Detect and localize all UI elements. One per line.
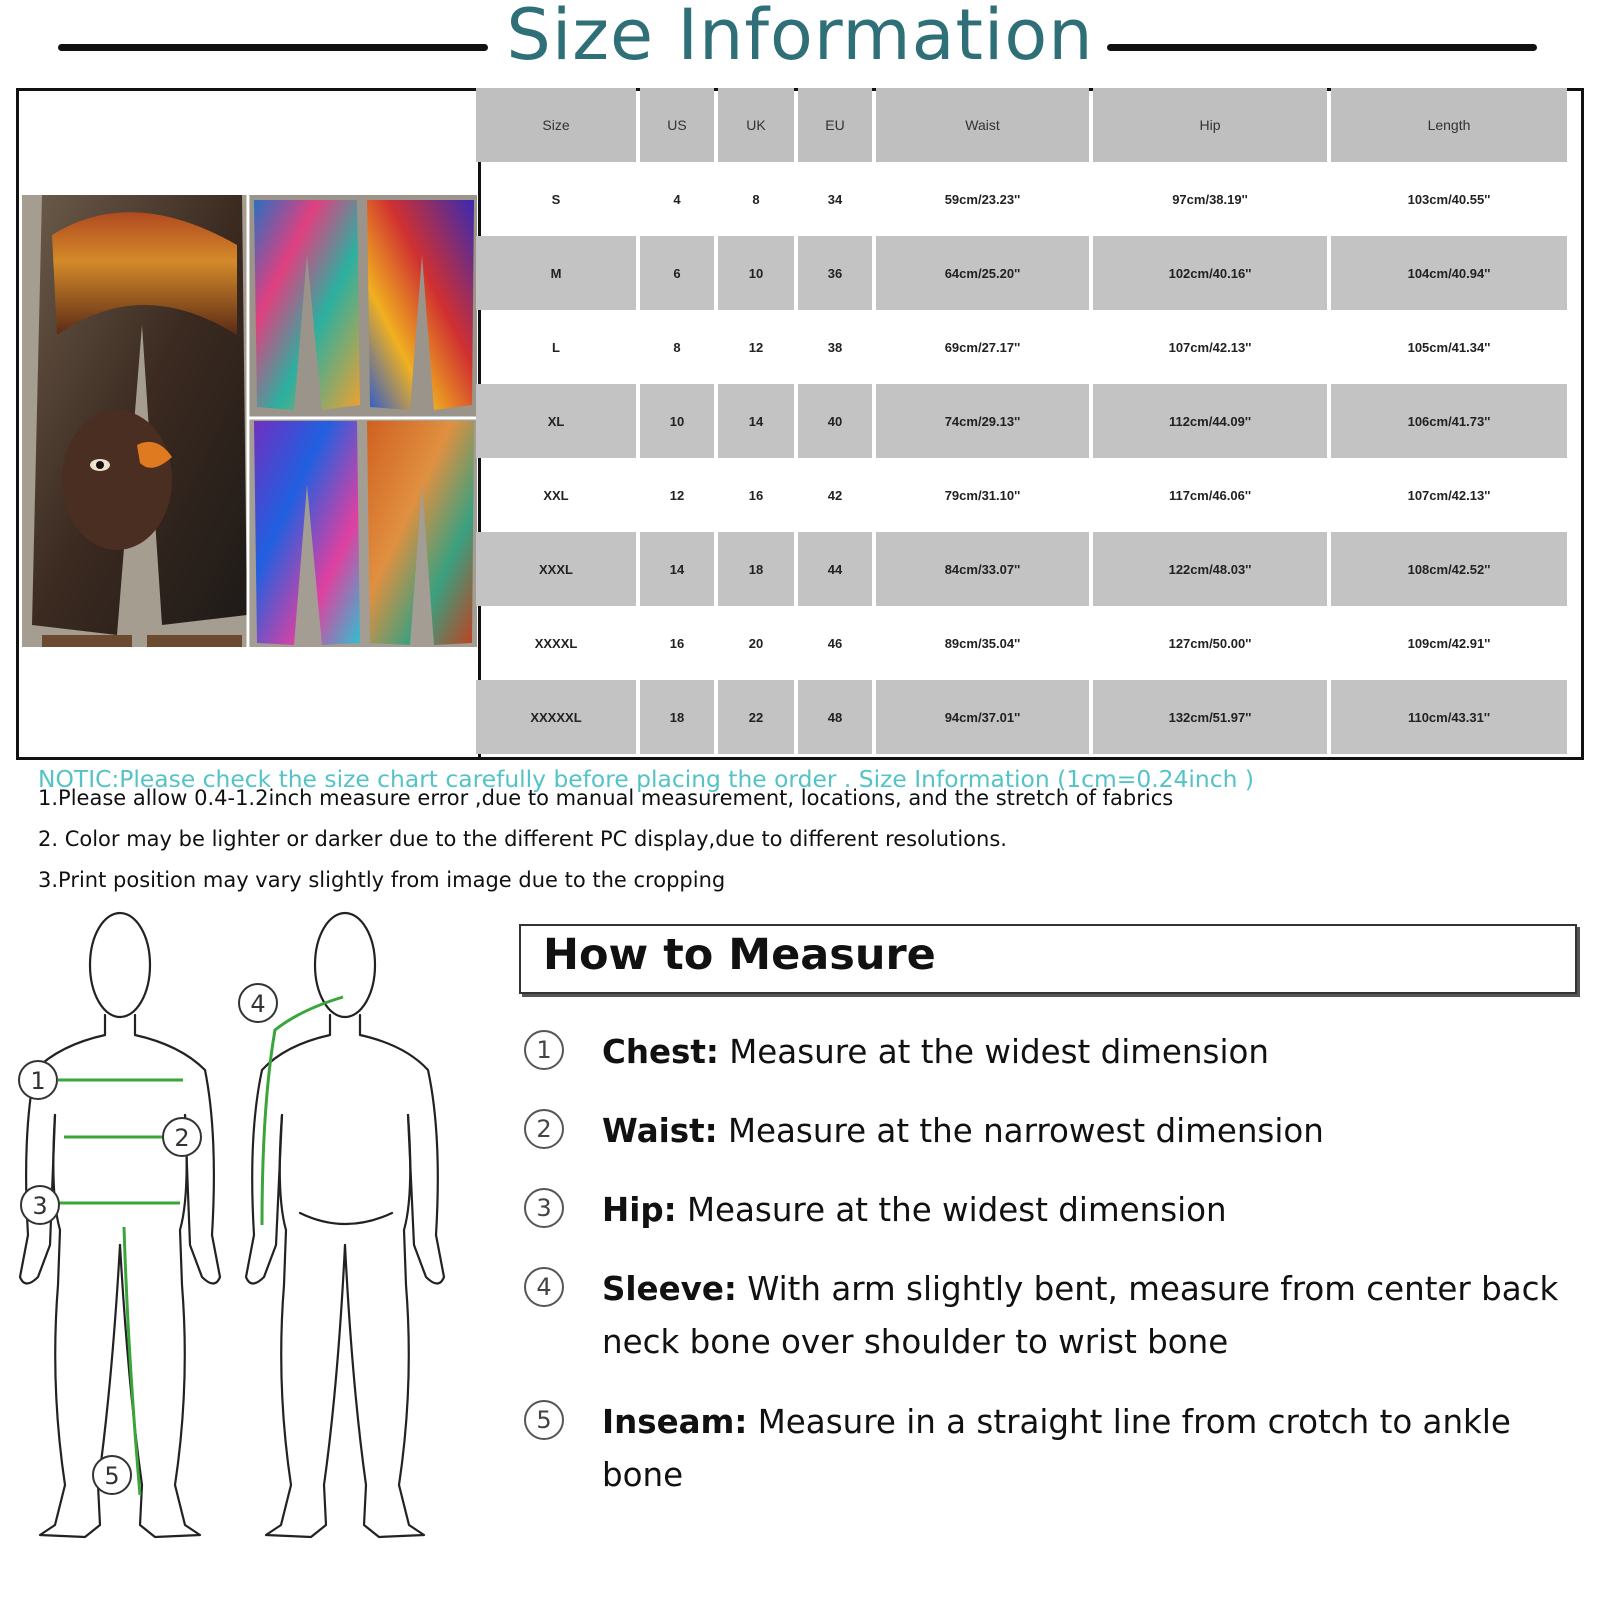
page-header xyxy=(0,0,1600,88)
cell-size: L xyxy=(552,339,560,355)
step-term: Hip: xyxy=(602,1191,677,1229)
step-number: 4 xyxy=(524,1267,564,1307)
step-term: Inseam: xyxy=(602,1403,748,1441)
table-row xyxy=(476,162,1584,236)
cell-waist: 74cm/29.13'' xyxy=(876,384,1089,458)
cell-us: 6 xyxy=(640,236,714,310)
cell-length: 104cm/40.94'' xyxy=(1331,236,1567,310)
step-text xyxy=(602,1105,1582,1158)
table-row xyxy=(476,236,1584,310)
cell-eu: 42 xyxy=(827,487,843,503)
figure-marker-1: 1 xyxy=(30,1067,46,1095)
cell-size: S xyxy=(551,191,561,207)
column-header-length: Length xyxy=(1331,88,1567,162)
step-description: Measure in a straight line from crotch to ankle bone xyxy=(602,1403,1511,1494)
cell-us: 18 xyxy=(640,680,714,754)
column-header-hip: Hip xyxy=(1093,88,1327,162)
product-photo xyxy=(22,195,477,647)
cell-us: 12 xyxy=(669,487,685,503)
cell-length: 107cm/42.13'' xyxy=(1407,487,1491,503)
note-line-3: 3.Print position may vary slightly from image due to the cropping xyxy=(38,868,726,892)
cell-eu: 38 xyxy=(827,339,843,355)
step-text xyxy=(602,1184,1582,1237)
cell-waist: 89cm/35.04'' xyxy=(944,635,1021,651)
cell-hip: 102cm/40.16'' xyxy=(1093,236,1327,310)
cell-length: 103cm/40.55'' xyxy=(1407,191,1491,207)
cell-hip: 117cm/46.06'' xyxy=(1168,487,1252,503)
cell-hip: 122cm/48.03'' xyxy=(1093,532,1327,606)
cell-waist: 64cm/25.20'' xyxy=(876,236,1089,310)
table-row xyxy=(476,310,1584,384)
step-description: With arm slightly bent, measure from center back neck bone over shoulder to wrist bone xyxy=(602,1270,1559,1361)
cell-size: XXXXXL xyxy=(476,680,636,754)
step-number: 5 xyxy=(524,1400,564,1440)
cell-uk: 8 xyxy=(752,191,760,207)
column-header-waist: Waist xyxy=(876,88,1089,162)
column-header-size: Size xyxy=(476,88,636,162)
cell-us: 16 xyxy=(669,635,685,651)
cell-uk: 22 xyxy=(718,680,794,754)
cell-uk: 12 xyxy=(748,339,764,355)
cell-uk: 10 xyxy=(718,236,794,310)
cell-eu: 36 xyxy=(798,236,872,310)
step-term: Waist: xyxy=(602,1112,718,1150)
table-row xyxy=(476,606,1584,680)
cell-size: XL xyxy=(476,384,636,458)
notice-text: NOTIC:Please check the size chart carefully before placing the order . Size Information (1cm=0.24inch ) xyxy=(38,765,1254,793)
cell-length: 110cm/43.31'' xyxy=(1331,680,1567,754)
cell-size: XXXXL xyxy=(534,635,578,651)
cell-waist: 79cm/31.10'' xyxy=(944,487,1021,503)
step-number: 2 xyxy=(524,1109,564,1149)
step-text xyxy=(602,1396,1582,1502)
cell-eu: 40 xyxy=(798,384,872,458)
cell-uk: 18 xyxy=(718,532,794,606)
step-text xyxy=(602,1026,1582,1079)
note-line-1: 1.Please allow 0.4-1.2inch measure error ,due to manual measurement, locations, and the stretch of fabrics xyxy=(38,786,1174,810)
cell-uk: 14 xyxy=(718,384,794,458)
step-text xyxy=(602,1263,1582,1369)
cell-eu: 46 xyxy=(827,635,843,651)
table-row xyxy=(476,680,1584,754)
cell-size: XXXL xyxy=(476,532,636,606)
figure-marker-3: 3 xyxy=(32,1192,48,1220)
cell-length: 108cm/42.52'' xyxy=(1331,532,1567,606)
cell-waist: 69cm/27.17'' xyxy=(944,339,1021,355)
column-header-eu: EU xyxy=(798,88,872,162)
cell-hip: 132cm/51.97'' xyxy=(1093,680,1327,754)
cell-waist: 59cm/23.23'' xyxy=(944,191,1021,207)
note-line-2: 2. Color may be lighter or darker due to the different PC display,due to different resolutions. xyxy=(38,827,1007,851)
page-title: Size Information xyxy=(506,0,1094,76)
cell-hip: 127cm/50.00'' xyxy=(1168,635,1252,651)
cell-us: 14 xyxy=(640,532,714,606)
size-table xyxy=(476,88,1584,760)
cell-eu: 34 xyxy=(827,191,843,207)
cell-hip: 107cm/42.13'' xyxy=(1168,339,1252,355)
figure-marker-4: 4 xyxy=(250,990,266,1018)
cell-size: M xyxy=(476,236,636,310)
step-description: Measure at the widest dimension xyxy=(676,1191,1227,1229)
cell-uk: 20 xyxy=(748,635,764,651)
front-body-figure xyxy=(20,913,220,1537)
cell-length: 105cm/41.34'' xyxy=(1407,339,1491,355)
table-header-row xyxy=(476,88,1584,162)
table-row xyxy=(476,458,1584,532)
table-row xyxy=(476,384,1584,458)
cell-waist: 94cm/37.01'' xyxy=(876,680,1089,754)
cell-size: XXL xyxy=(543,487,569,503)
cell-waist: 84cm/33.07'' xyxy=(876,532,1089,606)
cell-eu: 48 xyxy=(798,680,872,754)
figure-marker-2: 2 xyxy=(174,1124,190,1152)
cell-hip: 112cm/44.09'' xyxy=(1093,384,1327,458)
figure-marker-5: 5 xyxy=(104,1462,120,1490)
step-number: 1 xyxy=(524,1030,564,1070)
cell-hip: 97cm/38.19'' xyxy=(1172,191,1248,207)
column-header-us: US xyxy=(640,88,714,162)
cell-eu: 44 xyxy=(798,532,872,606)
how-to-measure-box xyxy=(519,924,1577,994)
step-term: Sleeve: xyxy=(602,1270,737,1308)
body-measurement-figures xyxy=(0,905,470,1600)
cell-length: 109cm/42.91'' xyxy=(1407,635,1491,651)
step-term: Chest: xyxy=(602,1033,719,1071)
cell-us: 10 xyxy=(640,384,714,458)
column-header-uk: UK xyxy=(718,88,794,162)
table-row xyxy=(476,532,1584,606)
cell-uk: 16 xyxy=(748,487,764,503)
step-description: Measure at the widest dimension xyxy=(718,1033,1269,1071)
cell-length: 106cm/41.73'' xyxy=(1331,384,1567,458)
how-to-measure-title: How to Measure xyxy=(543,930,936,980)
cell-us: 8 xyxy=(673,339,681,355)
step-number: 3 xyxy=(524,1188,564,1228)
step-description: Measure at the narrowest dimension xyxy=(717,1112,1324,1150)
cell-us: 4 xyxy=(673,191,681,207)
